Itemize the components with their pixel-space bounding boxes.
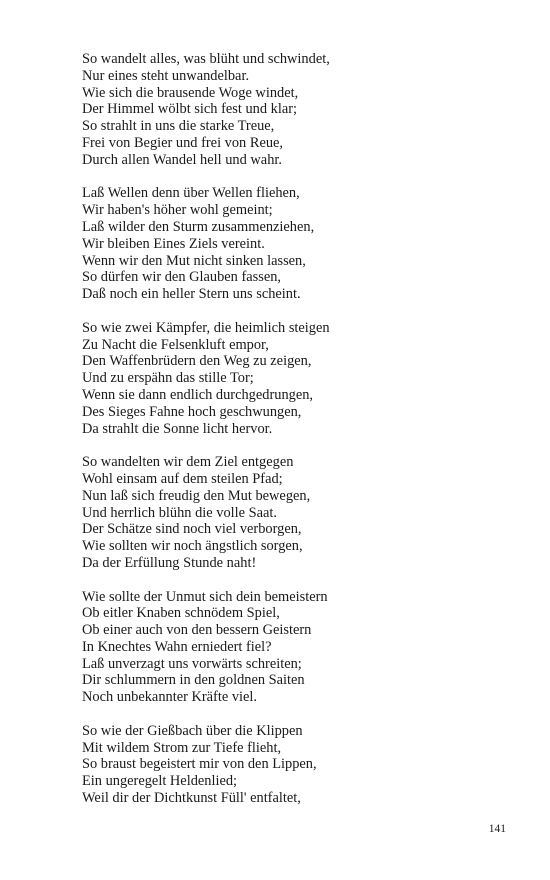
poem-line: Ein ungeregelt Heldenlied; — [82, 773, 238, 790]
poem-line: So wie der Gießbach über die Klippen — [82, 722, 303, 739]
poem-line: Noch unbekannter Kräfte viel. — [82, 689, 258, 706]
poem-line: So wandelt alles, was blüht und schwindet, — [82, 51, 330, 67]
poem-line: Und herrlich blühn die volle Saat. — [82, 504, 278, 521]
poem-line: Wir bleiben Eines Ziels vereint. — [82, 235, 265, 252]
poem-line: Frei von Begier und frei von Reue, — [82, 134, 284, 151]
poem-line: Wie sich die brausende Woge windet, — [82, 84, 299, 101]
poem-line: Des Sieges Fahne hoch geschwungen, — [82, 403, 302, 420]
poem-line: Daß noch ein heller Stern uns scheint. — [82, 286, 301, 303]
poem-line: Nun laß sich freudig den Mut bewegen, — [82, 487, 311, 504]
stanza — [82, 51, 522, 169]
poem-line: Wenn sie dann endlich durchgedrungen, — [82, 386, 314, 403]
poem-line: Durch allen Wandel hell und wahr. — [82, 151, 282, 168]
poem-line: Wie sollten wir noch ängstlich sorgen, — [82, 538, 303, 555]
poem-line: Laß wilder den Sturm zusammenziehen, — [82, 218, 315, 235]
poem-line: Da der Erfüllung Stunde naht! — [82, 554, 257, 571]
poem-line: Den Waffenbrüdern den Weg zu zeigen, — [82, 353, 312, 370]
poem-line: So braust begeistert mir von den Lippen, — [82, 756, 317, 773]
poem-line: Weil dir der Dichtkunst Füll' entfaltet, — [82, 790, 301, 807]
poem-line: Ob einer auch von den bessern Geistern — [82, 622, 312, 639]
poem-line: Wir haben's höher wohl gemeint; — [82, 202, 273, 219]
poem-line: Laß Wellen denn über Wellen fliehen, — [82, 185, 300, 202]
poem-line: Der Schätze sind noch viel verborgen, — [82, 521, 302, 538]
page-number: 141 — [488, 823, 506, 835]
poem-line: Wie sollte der Unmut sich dein bemeistern — [82, 588, 328, 605]
poem-line: In Knechtes Wahn erniedert fiel? — [82, 638, 272, 655]
poem-line: Und zu erspähn das stille Tor; — [82, 370, 254, 387]
poem-line: So wandelten wir dem Ziel entgegen — [82, 454, 294, 471]
stanza — [82, 454, 522, 572]
poem-line: Mit wildem Strom zur Tiefe flieht, — [82, 739, 282, 756]
poem-line: So strahlt in uns die starke Treue, — [82, 118, 275, 135]
poem-line: Wohl einsam auf dem steilen Pfad; — [82, 470, 283, 487]
poem-line: Da strahlt die Sonne licht hervor. — [82, 420, 273, 437]
poem-line: Zu Nacht die Felsenkluft empor, — [82, 336, 269, 353]
stanza — [82, 320, 522, 438]
stanza — [82, 723, 522, 807]
poem-line: Der Himmel wölbt sich fest und klar; — [82, 101, 298, 118]
poem-line: Laß unverzagt uns vorwärts schreiten; — [82, 655, 302, 672]
stanza — [82, 185, 522, 303]
poem-line: So dürfen wir den Glauben fassen, — [82, 269, 282, 286]
poem-line: Ob eitler Knaben schnödem Spiel, — [82, 605, 280, 622]
stanza — [82, 589, 522, 707]
poem-text — [82, 51, 522, 824]
poem-line: Nur eines steht unwandelbar. — [82, 67, 250, 84]
poem-line: Dir schlummern in den goldnen Saiten — [82, 672, 305, 689]
poem-line: Wenn wir den Mut nicht sinken lassen, — [82, 252, 306, 269]
poem-line: So wie zwei Kämpfer, die heimlich steigen — [82, 319, 330, 336]
